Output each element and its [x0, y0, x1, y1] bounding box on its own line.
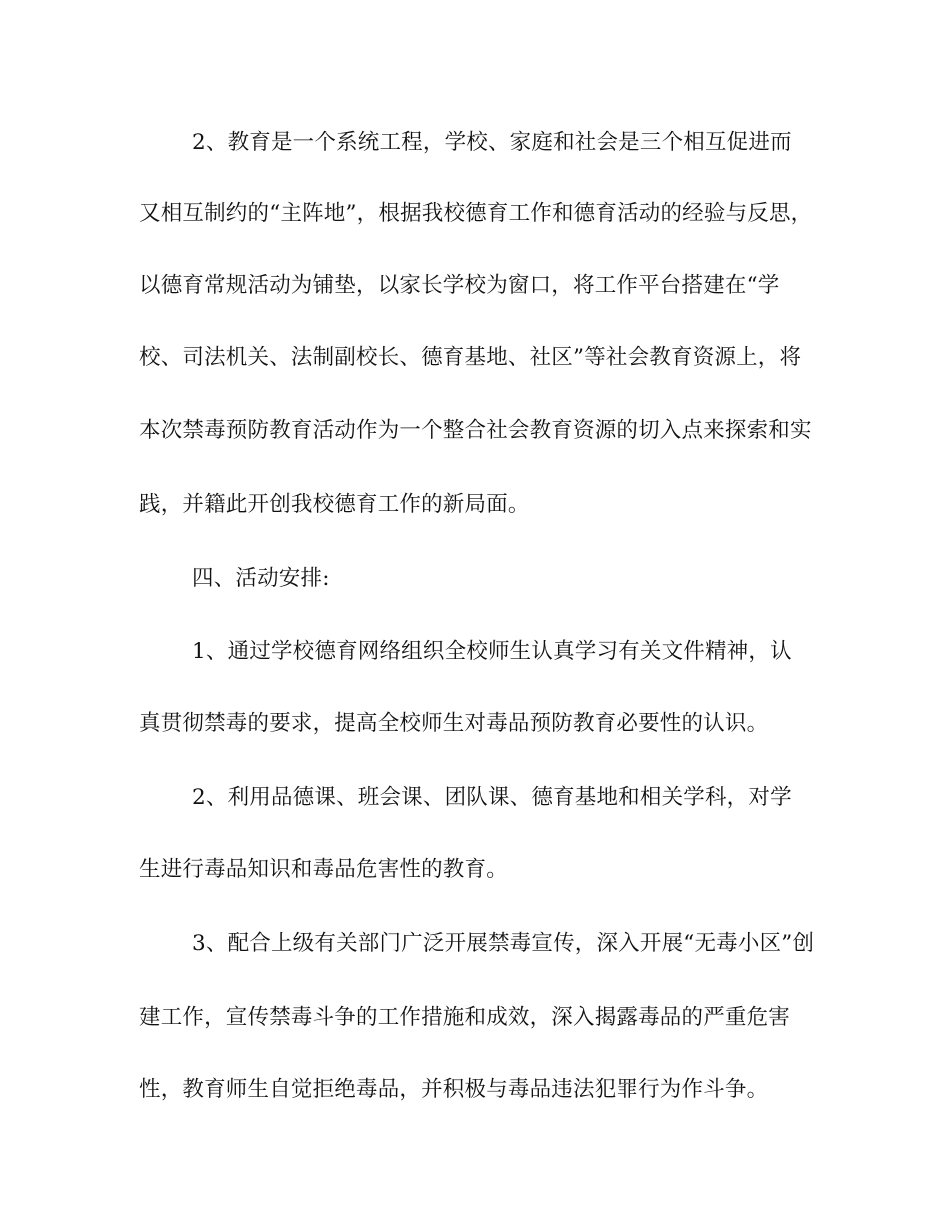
paragraph-line: 以德育常规活动为铺垫，以家长学校为窗口，将工作平台搭建在“学: [139, 273, 780, 298]
paragraph-line: 1、通过学校德育网络组织全校师生认真学习有关文件精神，认: [192, 639, 792, 664]
paragraph-line: 3、配合上级有关部门广泛开展禁毒宣传，深入开展“无毒小区”创: [192, 931, 815, 956]
paragraph-line: 2、利用品德课、班会课、团队课、德育基地和相关学科，对学: [192, 785, 792, 810]
paragraph-line: 本次禁毒预防教育活动作为一个整合社会教育资源的切入点来探索和实: [139, 418, 812, 443]
paragraph-line: 校、司法机关、法制副校长、德育基地、社区”等社会教育资源上，将: [139, 345, 802, 370]
paragraph-line: 生进行毒品知识和毒品危害性的教育。: [139, 857, 508, 882]
section-heading: 四、活动安排:: [192, 566, 330, 591]
paragraph-line: 性，教育师生自觉拒绝毒品，并积极与毒品违法犯罪行为作斗争。: [139, 1077, 769, 1102]
paragraph-line: 建工作，宣传禁毒斗争的工作措施和成效，深入揭露毒品的严重危害: [139, 1005, 791, 1030]
paragraph-line: 践，并籍此开创我校德育工作的新局面。: [139, 492, 530, 517]
paragraph-line: 2、教育是一个系统工程，学校、家庭和社会是三个相互促进而: [192, 130, 792, 155]
paragraph-line: 真贯彻禁毒的要求，提高全校师生对毒品预防教育必要性的认识。: [139, 711, 769, 736]
paragraph-line: 又相互制约的“主阵地”，根据我校德育工作和德育活动的经验与反思，: [139, 201, 813, 226]
